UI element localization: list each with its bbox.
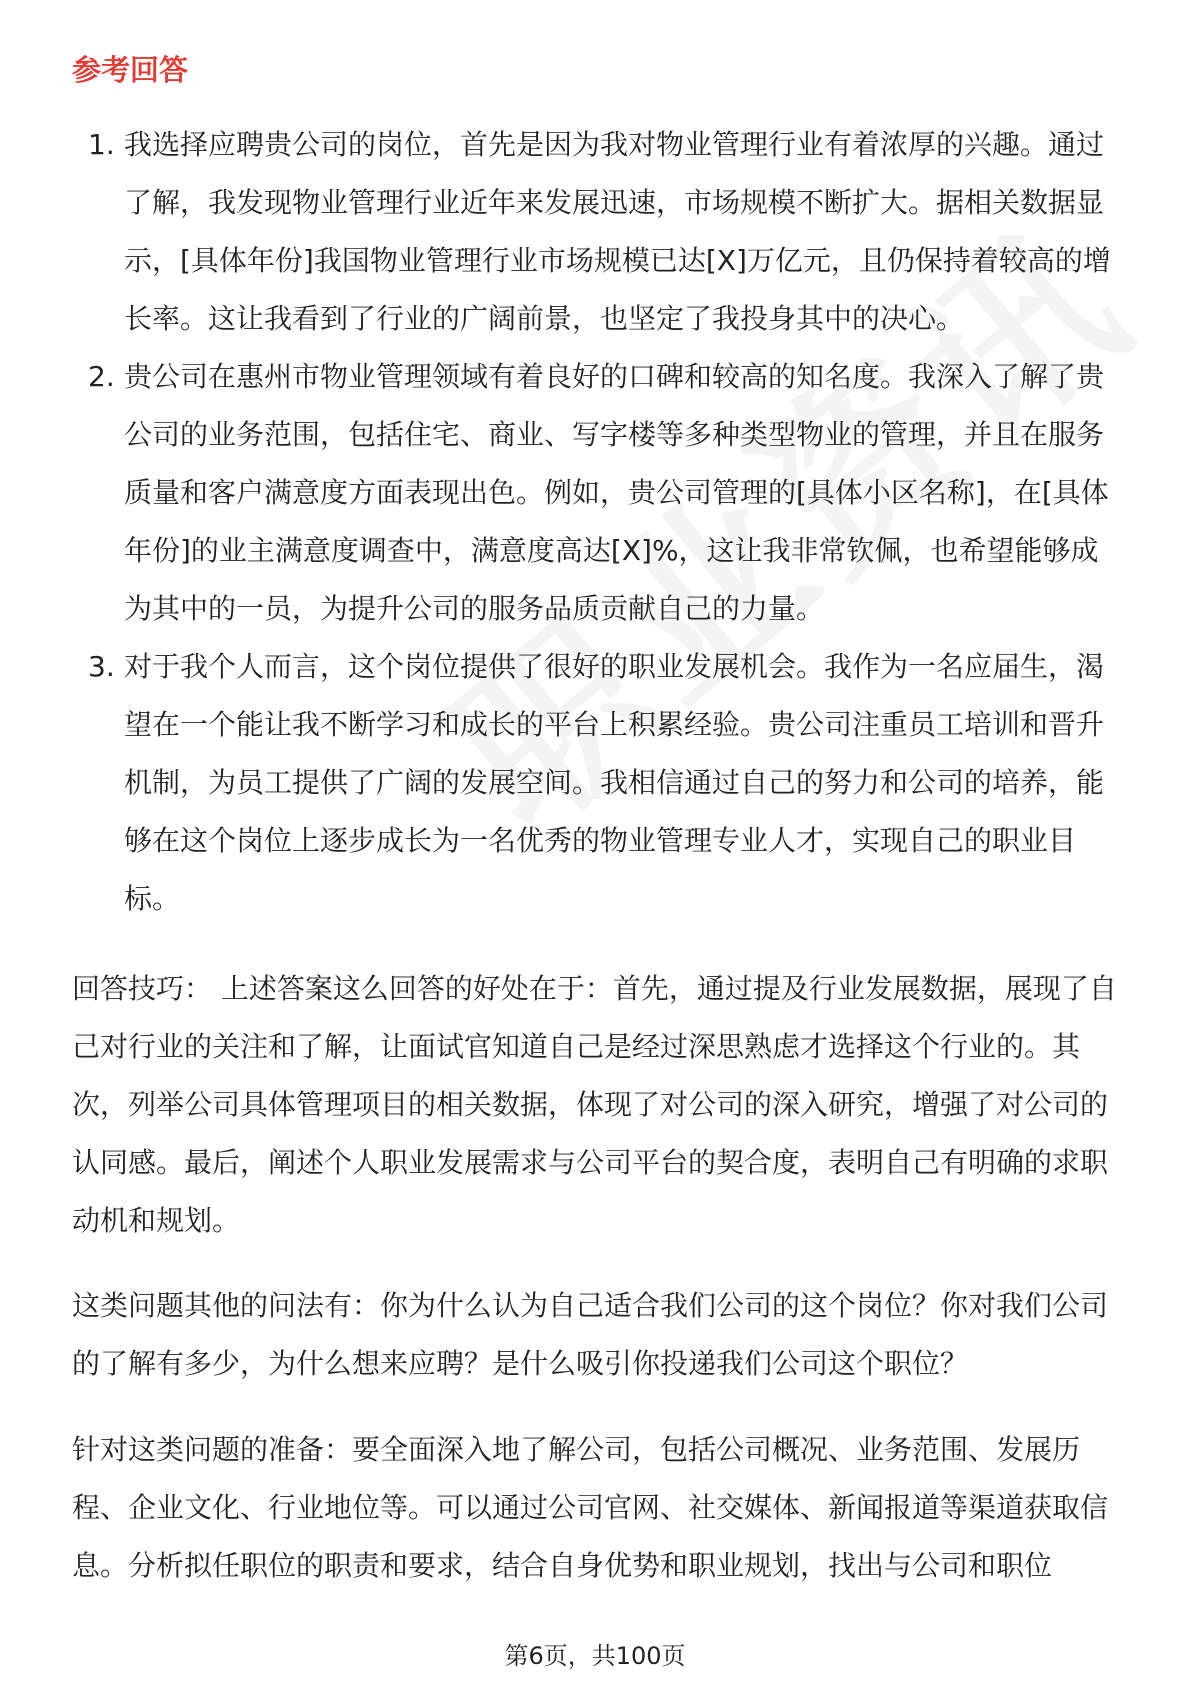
page-number: 第6页，共100页 — [504, 1642, 686, 1670]
other-questions-paragraph: 这类问题其他的问法有：你为什么认为自己适合我们公司的这个岗位？你对我们公司的了解有多少，为什么想来应聘？是什么吸引你投递我们公司这个职位？ — [72, 1289, 1109, 1380]
list-item — [72, 116, 1117, 348]
preparation-paragraph: 针对这类问题的准备：要全面深入地了解公司，包括公司概况、业务范围、发展历程、企业文化、行业地位等。可以通过公司官网、社交媒体、新闻报道等渠道获取信息。分析拟任职位的职责和要求，结合自身优势和职业规划，找出与公司和职位 — [72, 1433, 1109, 1582]
list-number: 1. — [88, 128, 115, 161]
list-item — [72, 348, 1117, 638]
list-item-text: 我选择应聘贵公司的岗位，首先是因为我对物业管理行业有着浓厚的兴趣。通过了解，我发现物业管理行业近年来发展迅速，市场规模不断扩大。据相关数据显示，[具体年份]我国物业管理行业市场规模已达[X]万亿元，且仍保持着较高的增长率。这让我看到了行业的广阔前景，也坚定了我投身其中的决心。 — [124, 128, 1111, 335]
section-heading: 参考回答 — [72, 53, 189, 87]
list-number: 3. — [88, 650, 115, 683]
list-number: 2. — [88, 360, 115, 393]
list-item-text: 贵公司在惠州市物业管理领域有着良好的口碑和较高的知名度。我深入了解了贵公司的业务范围，包括住宅、商业、写字楼等多种类型物业的管理，并且在服务质量和客户满意度方面表现出色。例如，贵公司管理的[具体小区名称]，在[具体年份]的业主满意度调查中，满意度高达[X]%，这让我非常钦佩，也希望能够成为其中的一员，为提升公司的服务品质贡献自己的力量。 — [124, 360, 1109, 625]
answer-tips-paragraph: 回答技巧： 上述答案这么回答的好处在于：首先，通过提及行业发展数据，展现了自己对行业的关注和了解，让面试官知道自己是经过深思熟虑才选择这个行业的。其次，列举公司具体管理项目的相关数据，体现了对公司的深入研究，增强了对公司的认同感。最后，阐述个人职业发展需求与公司平台的契合度，表明自己有明确的求职动机和规划。 — [72, 972, 1117, 1237]
list-item — [72, 638, 1117, 928]
list-item-text: 对于我个人而言，这个岗位提供了很好的职业发展机会。我作为一名应届生，渴望在一个能让我不断学习和成长的平台上积累经验。贵公司注重员工培训和晋升机制，为员工提供了广阔的发展空间。我相信通过自己的努力和公司的培养，能够在这个岗位上逐步成长为一名优秀的物业管理专业人才，实现自己的职业目标。 — [124, 650, 1105, 915]
answer-list — [72, 116, 1117, 928]
